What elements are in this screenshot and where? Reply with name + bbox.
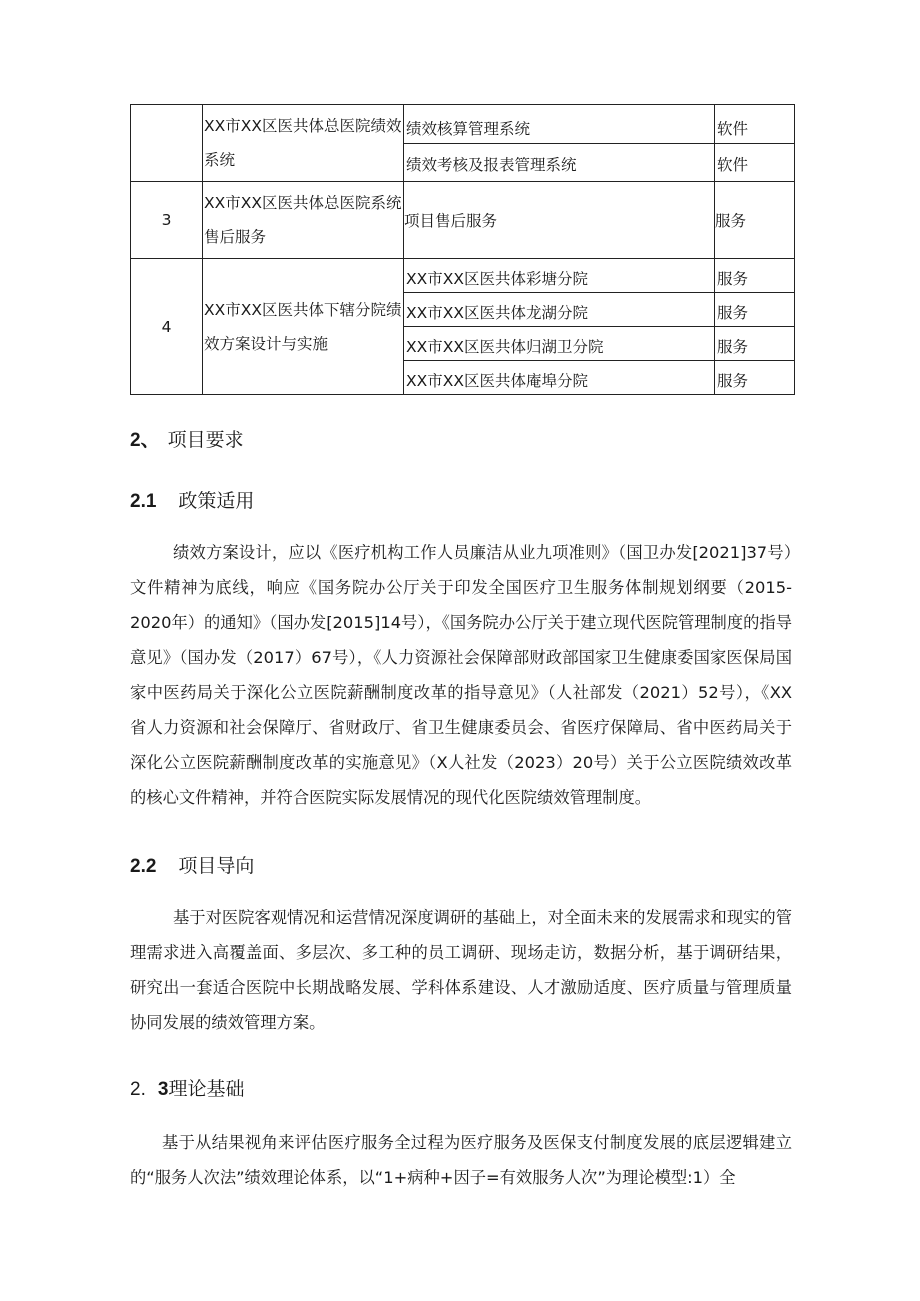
section-heading-2-3: 2. 3理论基础	[130, 1078, 245, 1100]
item-content-cell: XX市XX区医共体龙湖分院	[404, 293, 714, 327]
item-content-cell: XX市XX区医共体彩塘分院	[404, 259, 714, 293]
section-heading-2-1: 2.1 政策适用	[130, 490, 255, 512]
item-content-cell: XX市XX区医共体归湖卫分院	[404, 327, 714, 361]
table-row	[131, 259, 795, 395]
item-type-cell: 服务	[715, 327, 794, 361]
item-type-cell: 软件	[715, 108, 794, 144]
item-name-cell: XX市XX区医共体总医院系统售后服务	[203, 182, 404, 259]
table-row	[131, 105, 795, 182]
table-row	[131, 182, 795, 259]
item-type-cell: 服务	[717, 372, 749, 390]
item-name-cell: XX市XX区医共体总医院绩效系统	[203, 105, 404, 182]
row-number-cell	[131, 105, 203, 182]
section-heading-2-2: 2.2 项目导向	[130, 855, 255, 877]
item-content-cell: 项目售后服务	[404, 182, 715, 259]
theory-paragraph: 基于从结果视角来评估医疗服务全过程为医疗服务及医保支付制度发展的底层逻辑建立的“服务人次法”绩效理论体系，以“1+病种+因子=有效服务人次”为理论模型:1）全	[130, 1133, 792, 1187]
procurement-items-table	[130, 104, 795, 395]
item-content-cell: XX市XX区医共体庵埠分院	[406, 372, 588, 390]
policy-paragraph: 绩效方案设计，应以《医疗机构工作人员廉洁从业九项准则》（国卫办发[2021]37号）文件精神为底线，响应《国务院办公厅关于印发全国医疗卫生服务体制规划纲要（2015-2020年）的通知》（国办发[2015]14号），《国务院办公厅关于建立现代医院管理制度的指导意见》（国办发（2017）67号），《人力资源社会保障部财政部国家卫生健康委国家医保局国家中医药局关于深化公立医院薪酬制度改革的指导意见》（人社部发（2021）52号），《XX省人力资源和社会保障厅、省财政厅、省卫生健康委员会、省医疗保障局、省中医药局关于深化公立医院薪酬制度改革的实施意见》（X人社发（2023）20号）关于公立医院绩效改革的核心文件精神，并符合医院实际发展情况的现代化医院绩效管理制度。	[130, 543, 792, 807]
row-number-cell: 4	[131, 259, 203, 395]
item-content-cell: 绩效考核及报表管理系统	[406, 155, 577, 174]
item-type-cell: 服务	[715, 182, 795, 259]
item-type-cell: 软件	[717, 155, 749, 174]
item-content-cell: 绩效核算管理系统	[404, 108, 714, 144]
section-heading-2: 2、 项目要求	[130, 429, 244, 451]
row-number-cell: 3	[131, 182, 203, 259]
item-name-cell: XX市XX区医共体下辖分院绩效方案设计与实施	[203, 259, 404, 395]
orientation-paragraph: 基于对医院客观情况和运营情况深度调研的基础上，对全面未来的发展需求和现实的管理需求进入高覆盖面、多层次、多工种的员工调研、现场走访，数据分析，基于调研结果，研究出一套适合医院中长期战略发展、学科体系建设、人才激励适度、医疗质量与管理质量协同发展的绩效管理方案。	[130, 908, 792, 1032]
item-type-cell: 服务	[715, 259, 794, 293]
item-type-cell: 服务	[715, 293, 794, 327]
